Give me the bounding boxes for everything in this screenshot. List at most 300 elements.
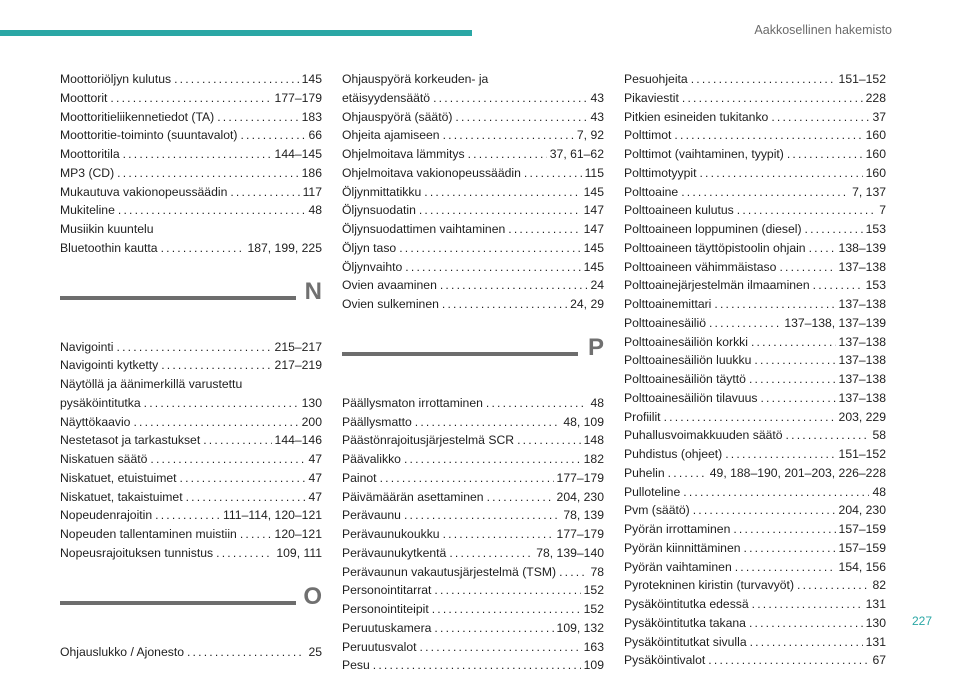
index-entry <box>342 164 604 183</box>
section-rule <box>342 352 578 356</box>
dot-leader <box>420 638 581 657</box>
dot-leader <box>217 108 298 127</box>
index-entry-pages: 67 <box>872 653 886 668</box>
section-divider <box>342 330 604 384</box>
index-entry-pages: 152 <box>583 602 604 616</box>
index-entry <box>624 220 886 239</box>
index-entry-pages: 24, 29 <box>570 297 604 311</box>
index-entry-pages: 66 <box>308 128 322 143</box>
index-entry <box>342 600 604 619</box>
index-entry-term: Ovien sulkeminen <box>342 297 439 311</box>
index-entry-term: Moottoritie-toiminto (suuntavalot) <box>60 128 238 143</box>
index-entry <box>342 276 604 295</box>
section-divider <box>60 274 322 328</box>
dot-leader <box>809 239 836 258</box>
index-entry <box>60 525 322 544</box>
index-entry-pages: 109, 132 <box>556 620 604 635</box>
index-entry <box>624 164 886 183</box>
index-entry-pages: 7 <box>879 203 886 218</box>
index-entry <box>624 314 886 333</box>
index-entry-term: Peruutuskamera <box>342 620 432 635</box>
index-entry-pages: 160 <box>865 165 886 180</box>
dot-leader <box>434 581 580 600</box>
index-entry-term: Pysäköintivalot <box>624 653 706 668</box>
index-entry-pages: 148 <box>583 433 604 448</box>
index-entry-term: Pesu <box>342 658 370 673</box>
index-entry-pages: 217–219 <box>274 358 322 373</box>
index-entry <box>624 389 886 408</box>
dot-leader <box>486 394 588 413</box>
dot-leader <box>404 506 560 525</box>
index-entry-term: Näyttökaavio <box>60 414 131 429</box>
index-entry-pages: 138–139 <box>838 240 886 255</box>
index-entry-pages: 137–138 <box>838 297 886 311</box>
index-entry <box>60 450 322 469</box>
index-entry-term: Nopeudenrajoitin <box>60 508 153 523</box>
index-entry-pages: 187, 199, 225 <box>247 240 322 255</box>
index-entry-pages: 228 <box>865 90 886 105</box>
index-entry-term: Personointiteipit <box>342 602 429 616</box>
section-rule <box>60 296 296 300</box>
index-entry-term: Peruutusvalot <box>342 639 417 654</box>
index-entry <box>342 469 604 488</box>
index-entry <box>342 108 604 127</box>
index-entry-term: Öljyn taso <box>342 240 397 255</box>
index-entry-term: Ovien avaaminen <box>342 278 437 293</box>
index-entry-pages: 7, 92 <box>576 128 604 143</box>
index-entry-pages: 111–114, 120–121 <box>223 508 322 523</box>
section-letter: P <box>587 333 604 361</box>
index-entry-term: Pitkien esineiden tukitanko <box>624 109 769 124</box>
index-entry-term: Polttoaineen täyttöpistoolin ohjain <box>624 240 806 255</box>
index-entry <box>342 581 604 600</box>
dot-leader <box>779 258 835 277</box>
index-entry <box>624 426 886 445</box>
index-entry-pages: 47 <box>308 489 322 504</box>
dot-leader <box>405 258 580 277</box>
index-entry-pages: 204, 230 <box>556 489 604 504</box>
index-entry <box>342 295 604 314</box>
index-entry <box>624 633 886 652</box>
index-entry <box>624 464 886 483</box>
index-entry-term: Ohjelmoitava lämmitys <box>342 147 465 161</box>
index-entry-pages: 117 <box>302 184 322 199</box>
index-entry <box>342 413 604 432</box>
index-entry-term: Pyrotekninen kiristin (turvavyöt) <box>624 578 795 593</box>
index-entry-term: Profiilit <box>624 409 661 424</box>
index-entry <box>60 431 322 450</box>
index-entry-term: Bluetoothin kautta <box>60 240 158 255</box>
index-entry-lead: Musiikin kuuntelu <box>60 222 154 236</box>
index-entry-term: Perävaunukytkentä <box>342 545 447 560</box>
index-entry <box>60 89 322 108</box>
dot-leader <box>455 108 587 127</box>
index-entry <box>624 201 886 220</box>
index-entry <box>342 544 604 563</box>
index-entry-term: Navigointi kytketty <box>60 358 159 373</box>
index-entry <box>342 220 604 239</box>
index-entry <box>60 145 322 164</box>
dot-leader <box>682 89 863 108</box>
index-column-3 <box>624 70 886 670</box>
dot-leader <box>752 595 863 614</box>
index-entry <box>624 258 886 277</box>
index-entry-pages: 130 <box>301 395 322 410</box>
index-entry-pages: 37, 61–62 <box>549 147 604 161</box>
dot-leader <box>150 450 305 469</box>
index-entry-pages: 183 <box>301 109 322 124</box>
dot-leader <box>440 276 588 295</box>
index-entry-term: Puhallusvoimakkuuden säätö <box>624 428 783 443</box>
index-entry-term: Polttoaine <box>624 184 679 199</box>
dot-leader <box>155 506 220 525</box>
dot-leader <box>118 201 306 220</box>
index-entry-pages: 78 <box>590 564 604 579</box>
index-entry-term: Ohjauslukko / Ajonesto <box>60 644 184 659</box>
index-entry <box>60 126 322 145</box>
dot-leader <box>754 351 835 370</box>
index-entry <box>624 70 886 89</box>
index-entry-term: Päivämäärän asettaminen <box>342 489 484 504</box>
index-entry <box>342 525 604 544</box>
section-letter: N <box>304 277 322 305</box>
dot-leader <box>117 338 272 357</box>
index-entry-term: Polttoainesäiliön luukku <box>624 353 752 368</box>
dot-leader <box>517 431 581 450</box>
index-entry-pages: 177–179 <box>274 90 322 105</box>
index-entry <box>342 656 604 675</box>
index-entry-pages: 24 <box>590 278 604 293</box>
index-entry-term: Moottoriöljyn kulutus <box>60 72 172 86</box>
section-rule <box>60 601 296 605</box>
dot-leader <box>487 488 554 507</box>
dot-leader <box>180 469 306 488</box>
index-entry-pages: 49, 188–190, 201–203, 226–228 <box>709 465 886 480</box>
index-entry <box>624 145 886 164</box>
dot-leader <box>216 544 273 563</box>
dot-leader <box>735 558 836 577</box>
index-entry <box>624 614 886 633</box>
index-entry <box>624 408 886 427</box>
index-entry-pages: 200 <box>301 414 322 429</box>
index-entry <box>624 520 886 539</box>
index-entry-pages: 48 <box>308 203 322 218</box>
dot-leader <box>373 656 581 675</box>
dot-leader <box>240 126 305 145</box>
index-entry-pages: 145 <box>583 240 604 255</box>
index-entry-term: Polttimot <box>624 128 672 143</box>
index-entry-term: Pvm (säätö) <box>624 503 690 518</box>
dot-leader <box>203 431 271 450</box>
index-entry-pages: 144–146 <box>274 433 322 448</box>
dot-leader <box>674 126 862 145</box>
index-entry-term: Pysäköintitutka edessä <box>624 597 749 611</box>
index-entry-pages: 137–138 <box>838 372 886 386</box>
section-divider <box>60 579 322 633</box>
index-entry-pages: 115 <box>584 165 604 180</box>
index-entry-pages: 82 <box>872 578 886 593</box>
index-entry <box>624 651 886 670</box>
index-entry-term: Öljynsuodattimen vaihtaminen <box>342 222 506 236</box>
dot-leader <box>468 145 547 164</box>
dot-leader <box>380 469 554 488</box>
index-entry-term: Personointitarrat <box>342 583 432 598</box>
index-entry-term: Päällysmatto <box>342 414 412 429</box>
index-entry-term: Nestetasot ja tarkastukset <box>60 433 201 448</box>
dot-leader <box>733 520 835 539</box>
index-entry <box>342 145 604 164</box>
index-entry-term: Polttoaineen vähimmäistaso <box>624 259 777 274</box>
index-entry-term: Moottoritieliikennetiedot (TA) <box>60 109 215 124</box>
index-entry-pages: 145 <box>301 72 322 86</box>
index-entry-term: Niskatuet, takaistuimet <box>60 489 183 504</box>
index-entry <box>624 333 886 352</box>
index-entry-term: Nopeusrajoituksen tunnistus <box>60 545 214 560</box>
index-entry <box>624 126 886 145</box>
index-entry <box>624 276 886 295</box>
index-entry <box>60 356 322 375</box>
page-header-title: Aakkosellinen hakemisto <box>754 23 892 37</box>
dot-leader <box>749 614 863 633</box>
index-entry-pages: 215–217 <box>274 339 322 354</box>
dot-leader <box>404 450 581 469</box>
dot-leader <box>508 220 580 239</box>
index-entry <box>60 488 322 507</box>
index-entry-term: Mukautuva vakionopeussäädin <box>60 184 228 199</box>
index-entry-pages: 152 <box>583 583 604 598</box>
dot-leader <box>749 370 836 389</box>
index-entry <box>342 394 604 413</box>
index-entry-pages: 151–152 <box>838 72 886 86</box>
index-entry-term: Niskatuet, etuistuimet <box>60 470 177 485</box>
index-entry-pages: 48 <box>590 395 604 410</box>
index-entry-term: Pysäköintitutka takana <box>624 615 746 630</box>
index-entry <box>60 201 322 220</box>
dot-leader <box>708 651 869 670</box>
dot-leader <box>442 295 567 314</box>
dot-leader <box>750 633 863 652</box>
index-entry <box>342 450 604 469</box>
dot-leader <box>805 220 863 239</box>
index-entry <box>624 295 886 314</box>
index-entry <box>60 506 322 525</box>
index-entry-term: pysäköintitutka <box>60 395 141 410</box>
dot-leader <box>186 488 306 507</box>
dot-leader <box>161 356 271 375</box>
dot-leader <box>110 89 271 108</box>
dot-leader <box>432 600 581 619</box>
index-entry-term: etäisyydensäätö <box>342 90 431 105</box>
index-entry-pages: 137–138 <box>838 390 886 405</box>
index-entry-pages: 153 <box>865 222 886 236</box>
dot-leader <box>737 201 876 220</box>
index-entry-term: Päästönrajoitusjärjestelmä SCR <box>342 433 515 448</box>
index-entry <box>60 469 322 488</box>
index-entry-term: Ohjeita ajamiseen <box>342 128 440 143</box>
index-entry <box>60 338 322 357</box>
dot-leader <box>693 501 836 520</box>
dot-leader <box>240 525 272 544</box>
index-entry-pages: 186 <box>301 165 322 180</box>
index-entry-term: Polttoainejärjestelmän ilmaaminen <box>624 278 810 293</box>
index-entry-lead: Ohjauspyörä korkeuden- ja <box>342 72 489 86</box>
dot-leader <box>524 164 582 183</box>
index-entry-term: Puhelin <box>624 465 665 480</box>
dot-leader <box>786 426 870 445</box>
index-entry-term: Pikaviestit <box>624 90 679 105</box>
index-entry-pages: 177–179 <box>556 470 604 485</box>
index-entry-pages: 151–152 <box>838 447 886 461</box>
index-entry <box>342 201 604 220</box>
dot-leader <box>433 89 587 108</box>
index-entry-pages: 48 <box>872 484 886 499</box>
index-entry-term: Perävaunukoukku <box>342 527 440 541</box>
dot-leader <box>144 394 299 413</box>
index-entry <box>624 108 886 127</box>
dot-leader <box>813 276 863 295</box>
index-entry-pages: 145 <box>583 184 604 199</box>
index-entry-pages: 131 <box>865 634 886 649</box>
dot-leader <box>174 70 299 89</box>
dot-leader <box>415 413 561 432</box>
index-entry-pages: 58 <box>872 428 886 443</box>
dot-leader <box>714 295 835 314</box>
index-entry <box>624 501 886 520</box>
index-entry-term: Pyörän kiinnittäminen <box>624 540 741 555</box>
index-entry <box>342 488 604 507</box>
index-entry-pages: 163 <box>583 639 604 654</box>
index-entry <box>60 413 322 432</box>
dot-leader <box>424 183 580 202</box>
index-entry-pages: 43 <box>590 109 604 124</box>
index-entry <box>60 70 322 89</box>
index-entry-term: Puhdistus (ohjeet) <box>624 447 723 461</box>
index-entry-term: Polttoaineen kulutus <box>624 203 734 218</box>
index-entry <box>60 108 322 127</box>
dot-leader <box>664 408 836 427</box>
dot-leader <box>161 239 245 258</box>
header-accent-bar <box>0 30 472 36</box>
index-entry <box>624 576 886 595</box>
dot-leader <box>668 464 707 483</box>
section-letter: O <box>303 582 322 610</box>
dot-leader <box>123 145 272 164</box>
index-entry-term: Perävaunu <box>342 508 401 523</box>
index-entry-pages: 137–138 <box>838 353 886 368</box>
dot-leader <box>725 445 835 464</box>
index-entry <box>342 563 604 582</box>
dot-leader <box>683 483 869 502</box>
dot-leader <box>681 183 849 202</box>
dot-leader <box>187 643 305 662</box>
index-entry <box>624 539 886 558</box>
index-entry-term: Pyörän vaihtaminen <box>624 559 732 574</box>
dot-leader <box>133 413 298 432</box>
index-entry-term: MP3 (CD) <box>60 165 115 180</box>
index-entry <box>342 126 604 145</box>
index-entry-term: Perävaunun vakautusjärjestelmä (TSM) <box>342 564 557 579</box>
dot-leader <box>117 164 298 183</box>
index-entry-term: Ohjauspyörä (säätö) <box>342 109 453 124</box>
index-entry-term: Ohjelmoitava vakionopeussäädin <box>342 165 521 180</box>
index-entry-pages: 120–121 <box>274 527 322 541</box>
index-entry <box>60 239 322 258</box>
index-entry-term: Polttimotyypit <box>624 165 697 180</box>
index-entry <box>60 394 322 413</box>
index-entry-pages: 144–145 <box>274 147 322 161</box>
dot-leader <box>559 563 587 582</box>
index-entry <box>342 506 604 525</box>
index-entry <box>60 183 322 202</box>
index-entry-pages: 157–159 <box>838 522 886 536</box>
index-entry-term: Niskatuen säätö <box>60 452 148 466</box>
dot-leader <box>449 544 533 563</box>
dot-leader <box>751 333 836 352</box>
index-entry <box>624 239 886 258</box>
index-entry-pages: 177–179 <box>556 527 604 541</box>
dot-leader <box>691 70 836 89</box>
index-entry-term: Moottoritila <box>60 147 120 161</box>
index-entry-pages: 109 <box>583 658 604 673</box>
index-entry-term: Mukiteline <box>60 203 115 218</box>
index-entry-pages: 160 <box>865 128 886 143</box>
index-entry-term: Painot <box>342 470 377 485</box>
index-entry <box>60 544 322 563</box>
index-entry-pages: 157–159 <box>838 540 886 555</box>
index-entry <box>342 431 604 450</box>
index-entry-pages: 37 <box>872 109 886 124</box>
index-entry-pages: 145 <box>583 259 604 274</box>
index-entry-term: Nopeuden tallentaminen muistiin <box>60 527 237 541</box>
index-entry-pages: 137–138 <box>838 334 886 349</box>
dot-leader <box>699 164 862 183</box>
index-entry-pages: 182 <box>583 452 604 466</box>
index-entry-term: Öljynvaihto <box>342 259 403 274</box>
dot-leader <box>434 619 553 638</box>
index-entry-term: Polttoainesäiliön tilavuus <box>624 390 758 405</box>
dot-leader <box>771 108 869 127</box>
index-entry-term: Päällysmaton irrottaminen <box>342 395 483 410</box>
index-entry-pages: 154, 156 <box>838 559 886 574</box>
index-entry-pages: 204, 230 <box>838 503 886 518</box>
index-entry-pages: 47 <box>308 452 322 466</box>
index-entry-pages: 203, 229 <box>838 409 886 424</box>
index-column-1 <box>60 70 322 661</box>
index-entry <box>60 164 322 183</box>
index-entry-pages: 137–138 <box>838 259 886 274</box>
index-entry-term: Pysäköintitutkat sivulla <box>624 634 747 649</box>
index-entry-pages: 131 <box>865 597 886 611</box>
index-entry-pages: 147 <box>583 203 604 218</box>
index-entry-pages: 130 <box>865 615 886 630</box>
index-entry-term: Moottorit <box>60 90 108 105</box>
index-entry-pages: 78, 139 <box>563 508 604 523</box>
index-entry-term: Öljynmittatikku <box>342 184 422 199</box>
index-entry-term: Navigointi <box>60 339 114 354</box>
index-entry-term: Pyörän irrottaminen <box>624 522 731 536</box>
index-entry-pages: 137–138, 137–139 <box>784 315 886 330</box>
page-number: 227 <box>911 614 932 628</box>
index-entry-term: Päävalikko <box>342 452 401 466</box>
dot-leader <box>399 239 580 258</box>
index-entry-term: Pesuohjeita <box>624 72 688 86</box>
index-entry-term: Polttimot (vaihtaminen, tyypit) <box>624 147 784 161</box>
index-entry-pages: 25 <box>308 644 322 659</box>
index-entry <box>624 595 886 614</box>
index-entry <box>60 643 322 662</box>
index-entry-pages: 109, 111 <box>276 545 322 560</box>
index-entry <box>342 638 604 657</box>
